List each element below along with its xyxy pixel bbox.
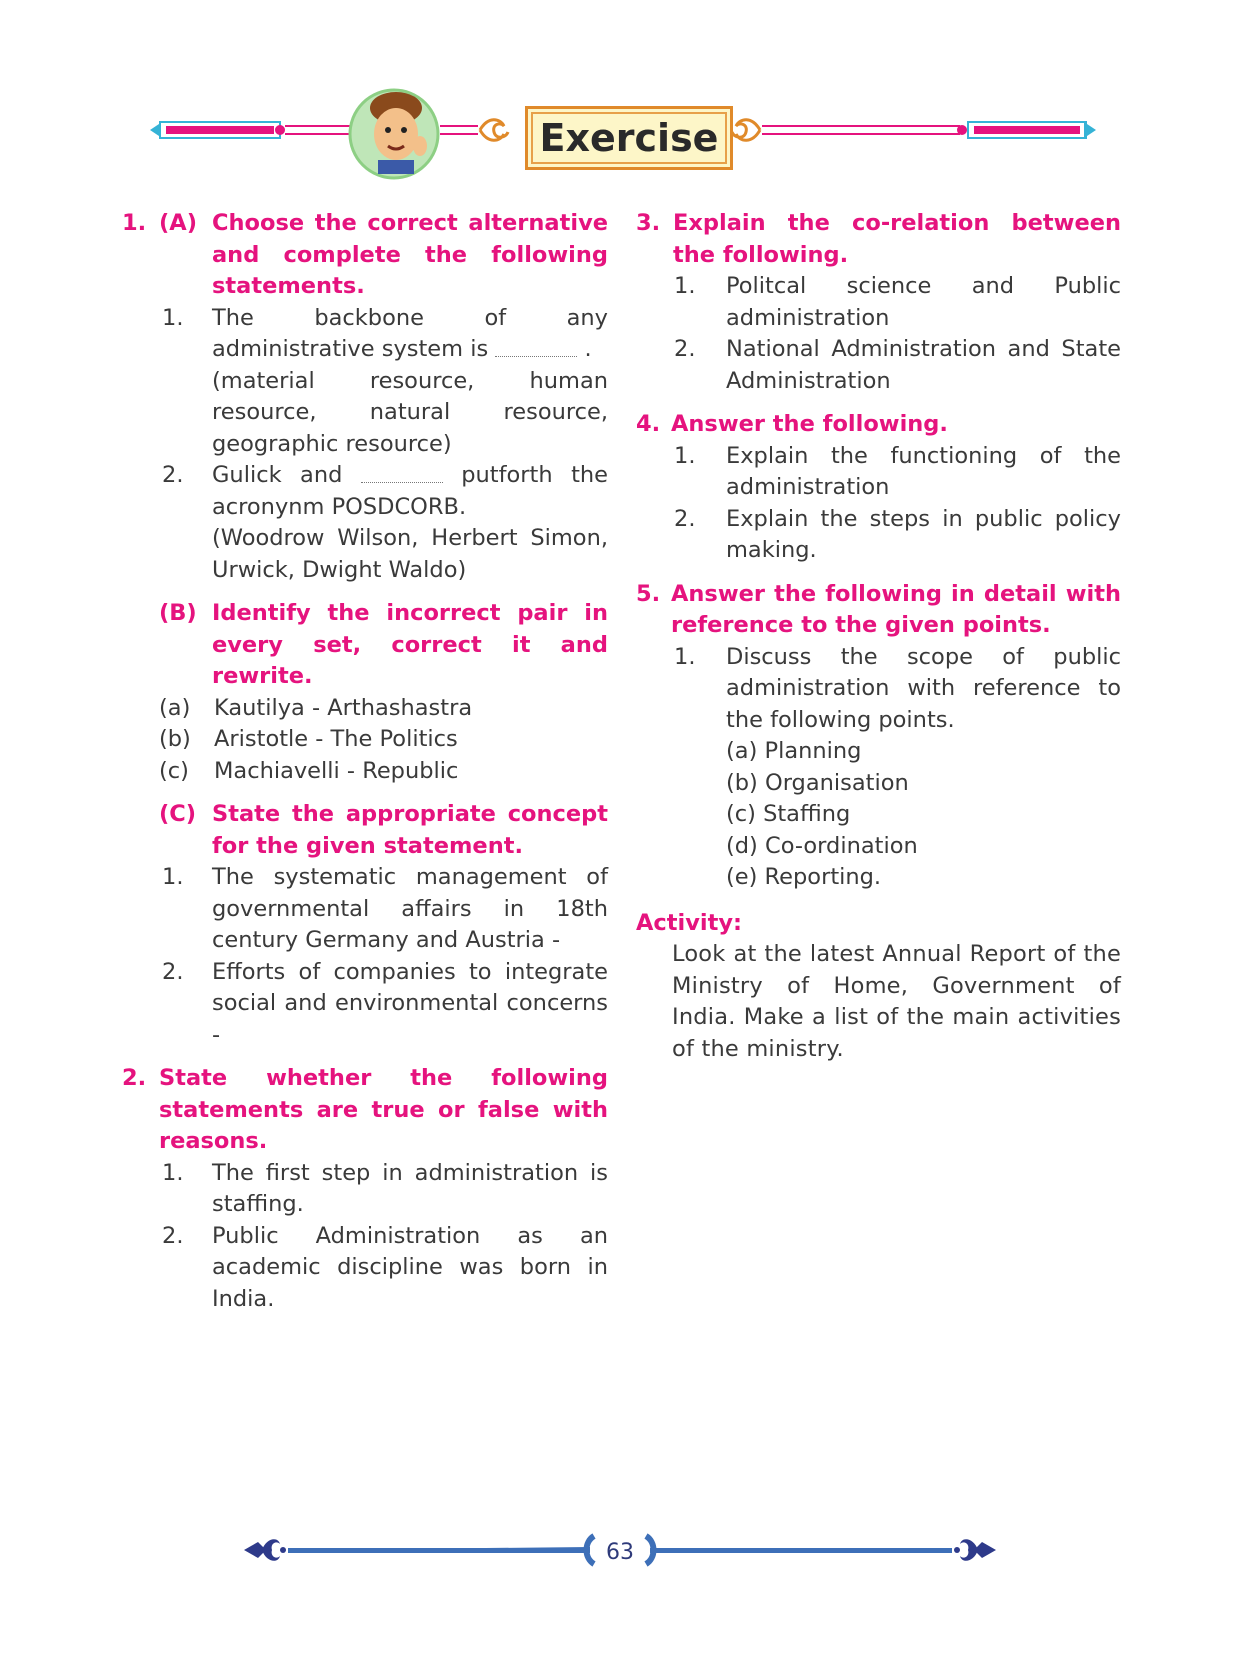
detail-item: 1. Discuss the scope of public administration with reference to the following points. bbox=[674, 643, 1121, 733]
truefalse-item: 2. Public Administration as an academic discipline was born in India. bbox=[162, 1222, 608, 1312]
q1b-heading: (B) Identify the incorrect pair in every set, correct it and rewrite. bbox=[159, 600, 608, 689]
q5-heading: 5. Answer the following in detail with reference to the given points. bbox=[636, 580, 1121, 638]
answer-blank[interactable] bbox=[361, 468, 443, 483]
point-item: (a) Planning bbox=[726, 738, 862, 764]
activity-heading: Activity: bbox=[636, 909, 743, 936]
title-text: Exercise bbox=[539, 116, 719, 160]
boy-thinking-icon bbox=[350, 90, 438, 178]
pair-item: (a) Kautilya - Arthashastra bbox=[159, 694, 473, 721]
answer-blank[interactable] bbox=[495, 342, 577, 357]
pair-item: (b) Aristotle - The Politics bbox=[159, 726, 458, 752]
q1c-heading: (C) State the appropriate concept for the given statement. bbox=[159, 801, 608, 859]
q2-heading: 2. State whether the following statements are true or false with reasons. bbox=[122, 1065, 608, 1154]
q1a-item: 2. Gulick and putforth the acronynm POSDCORB. (Woodrow Wilson, Herbert Simon, Urwick, Dwight Waldo) bbox=[162, 462, 608, 583]
fleuron-right-icon bbox=[954, 1539, 996, 1561]
truefalse-item: 1. The first step in administration is staffing. bbox=[162, 1159, 608, 1217]
answer-item: 2. Explain the steps in public policy making. bbox=[674, 505, 1121, 563]
point-item: (e) Reporting. bbox=[726, 864, 882, 890]
q1a-item: 1. The backbone of any administrative system is . (material resource, human resource, natural resource, geographic resource) bbox=[162, 304, 608, 457]
page-number: 63 bbox=[606, 1540, 634, 1565]
corelation-item: 2. National Administration and State Administration bbox=[674, 336, 1121, 394]
corelation-item: 1. Politcal science and Public administration bbox=[674, 273, 1121, 331]
q1a-heading: 1. (A) Choose the correct alternative and complete the following statements. bbox=[122, 210, 608, 299]
pair-item: (c) Machiavelli - Republic bbox=[159, 757, 459, 784]
concept-item: 1. The systematic management of governmental affairs in 18th century Germany and Austria - bbox=[162, 864, 608, 953]
page-title bbox=[525, 106, 733, 170]
point-item: (b) Organisation bbox=[726, 769, 909, 796]
point-item: (d) Co-ordination bbox=[726, 832, 918, 859]
q3-heading: 3. Explain the co-relation between the following. bbox=[636, 210, 1121, 268]
left-column bbox=[122, 208, 608, 1315]
fleuron-left-icon bbox=[244, 1539, 286, 1561]
right-column bbox=[636, 208, 1121, 1065]
activity-text: Look at the latest Annual Report of the Ministry of Home, Government of India. Make a list of the main activities of the ministry. bbox=[672, 941, 1121, 1062]
point-item: (c) Staffing bbox=[726, 801, 851, 827]
q4-heading: 4. Answer the following. bbox=[636, 411, 948, 437]
answer-item: 1. Explain the functioning of the administration bbox=[674, 442, 1121, 500]
concept-item: 2. Efforts of companies to integrate social and environmental concerns - bbox=[162, 958, 608, 1048]
